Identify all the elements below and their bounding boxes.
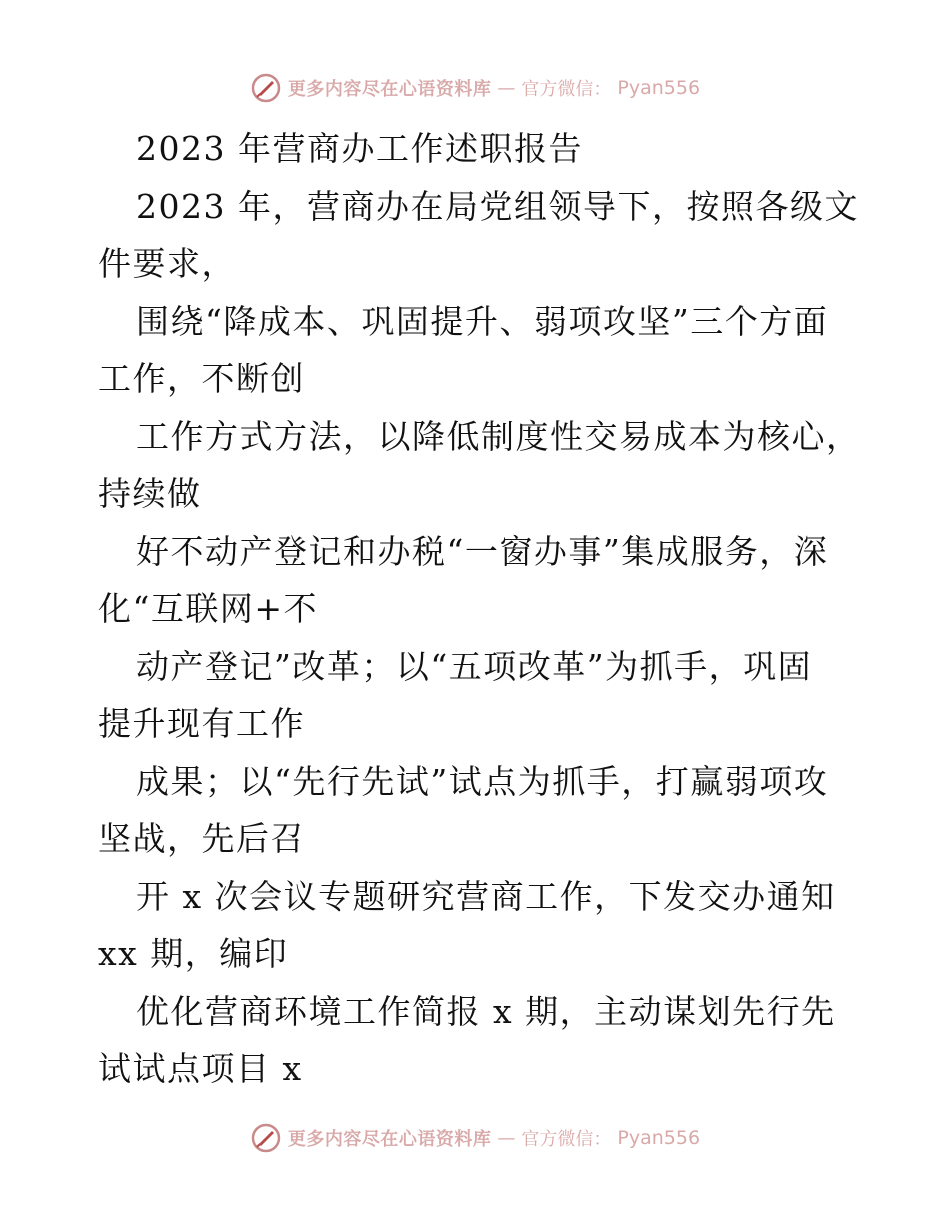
watermark-text: 更多内容尽在心语资料库: [287, 1129, 492, 1150]
watermark-separator: —: [497, 77, 516, 99]
paragraph-line: 2023 年，营商办在局党组领导下，按照各级文: [136, 186, 859, 226]
paragraph-line: 优化营商环境工作简报 x 期，主动谋划先行先: [136, 991, 836, 1031]
quill-seal-icon: [250, 1122, 282, 1154]
paragraph-line: 围绕“降成本、巩固提升、弱项攻坚”三个方面: [136, 301, 829, 341]
watermark-official-label: 官方微信：: [521, 79, 612, 100]
paragraph-line: 坚战，先后召: [98, 819, 305, 858]
watermark-separator: —: [497, 1127, 516, 1149]
watermark-wechat-id: Pyan556: [617, 1127, 701, 1149]
paragraph-line: 动产登记”改革；以“五项改革”为抓手，巩固: [136, 646, 813, 686]
paragraph-line: 成果；以“先行先试”试点为抓手，打赢弱项攻: [136, 761, 829, 801]
paragraph-line: 提升现有工作: [98, 704, 305, 743]
watermark-text: 更多内容尽在心语资料库: [287, 79, 492, 100]
paragraph-line: 好不动产登记和办税“一窗办事”集成服务，深: [136, 531, 829, 571]
paragraph-line: 开 x 次会议专题研究营商工作，下发交办通知: [136, 876, 836, 916]
document-title: 2023 年营商办工作述职报告: [136, 129, 583, 168]
paragraph-line: 件要求，: [98, 244, 236, 283]
paragraph-line: 试试点项目 x: [98, 1049, 303, 1088]
paragraph-line: 化“互联网+不: [98, 589, 319, 628]
document-body: [98, 120, 861, 1098]
watermark-official-label: 官方微信：: [521, 1129, 612, 1150]
paragraph-line: xx 期，编印: [98, 934, 289, 973]
paragraph-line: 工作，不断创: [98, 359, 305, 398]
paragraph-line: 持续做: [98, 474, 202, 513]
watermark-footer: [0, 1122, 950, 1154]
watermark-header: [0, 72, 950, 104]
quill-seal-icon: [250, 72, 282, 104]
watermark-wechat-id: Pyan556: [617, 77, 701, 99]
paragraph-line: 工作方式方法，以降低制度性交易成本为核心，: [136, 416, 861, 456]
